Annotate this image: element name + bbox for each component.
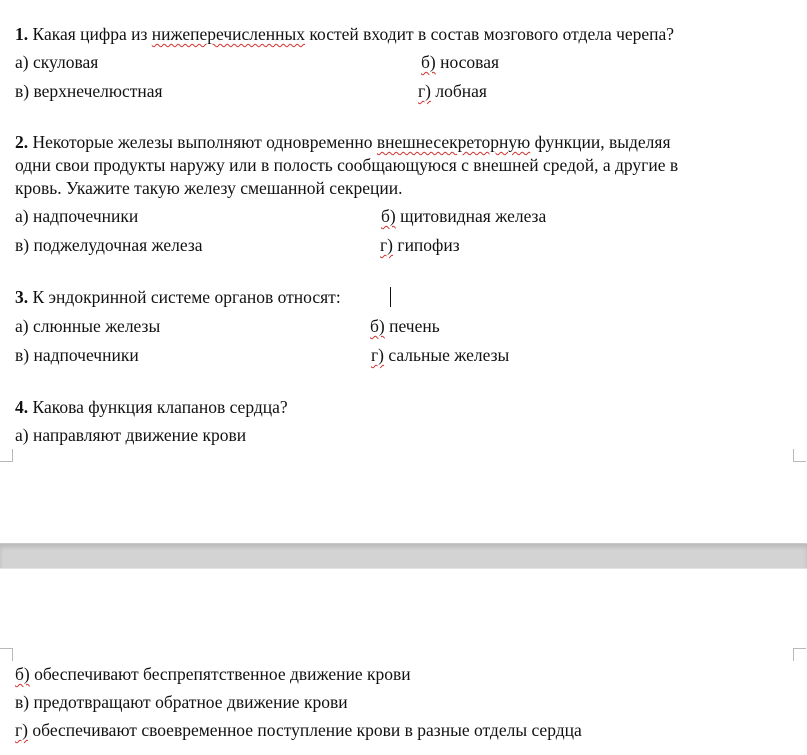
text-cursor	[390, 287, 391, 307]
question-3-text[interactable]: 3. К эндокринной системе органов относят:	[15, 287, 341, 307]
question-2-option-b[interactable]: б) щитовидная железа	[381, 206, 547, 226]
question-3-option-g[interactable]: г) сальные железы	[371, 345, 510, 365]
question-2-text-line-3[interactable]: кровь. Укажите такую железу смешанной секреции.	[15, 178, 403, 198]
question-4-option-a[interactable]: а) направляют движение крови	[15, 425, 247, 445]
question-1-option-v[interactable]: в) верхнечелюстная	[15, 81, 163, 101]
question-2-text-line-1[interactable]: 2. Некоторые железы выполняют одновременно внешнесекреторную функции, выделяя	[15, 132, 671, 152]
question-3-option-b[interactable]: б) печень	[370, 316, 440, 336]
spellcheck-flagged-word[interactable]: внешнесекреторную	[376, 132, 531, 152]
question-1-option-b[interactable]: б) носовая	[421, 52, 500, 72]
question-3-option-v[interactable]: в) надпочечники	[15, 345, 139, 365]
question-4-number: 4.	[15, 397, 29, 417]
question-4-option-v[interactable]: в) предотвращают обратное движение крови	[15, 692, 348, 712]
question-2-option-a[interactable]: а) надпочечники	[15, 206, 139, 226]
question-3-option-a[interactable]: а) слюнные железы	[15, 316, 161, 336]
page-break-gap	[0, 543, 807, 569]
question-4-text[interactable]: 4. Какова функция клапанов сердца?	[15, 397, 288, 417]
question-4-option-b[interactable]: б) обеспечивают беспрепятственное движение крови	[15, 664, 411, 684]
question-2-option-g[interactable]: г) гипофиз	[380, 235, 460, 255]
margin-corner-mark	[793, 449, 806, 462]
question-1-option-a[interactable]: а) скуловая	[15, 52, 99, 72]
spellcheck-flagged-word[interactable]: нижеперечисленных	[151, 24, 306, 44]
question-1-number: 1.	[15, 24, 29, 44]
question-2-option-v[interactable]: в) поджелудочная железа	[15, 235, 203, 255]
margin-corner-mark	[793, 648, 806, 661]
margin-corner-mark	[0, 449, 13, 462]
question-2-text-line-2[interactable]: одни свои продукты наружу или в полость сообщающуюся с внешней средой, а другие в	[15, 155, 679, 175]
question-2-number: 2.	[15, 132, 29, 152]
question-1-option-g[interactable]: г) лобная	[418, 81, 487, 101]
question-1-text[interactable]: 1. Какая цифра из нижеперечисленных костей входит в состав мозгового отдела черепа?	[15, 24, 675, 44]
question-3-number: 3.	[15, 287, 29, 307]
margin-corner-mark	[0, 648, 13, 661]
question-4-option-g[interactable]: г) обеспечивают своевременное поступление крови в разные отделы сердца	[15, 720, 582, 740]
